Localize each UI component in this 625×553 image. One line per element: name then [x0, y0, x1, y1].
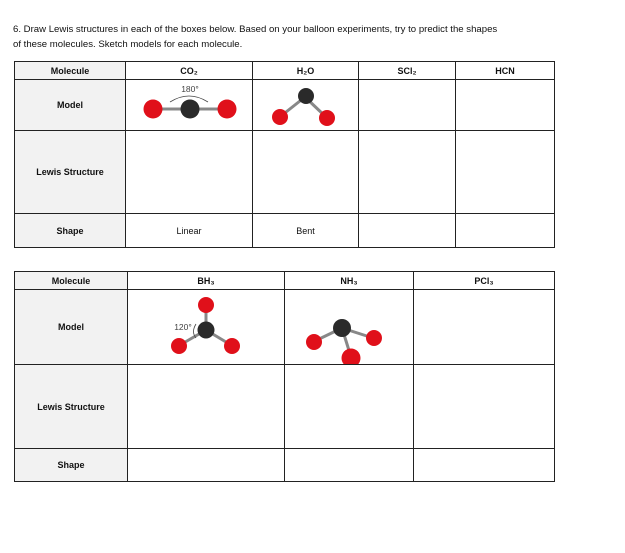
lewis-cell-scl2[interactable] [359, 131, 456, 214]
model-cell-scl2[interactable] [359, 80, 456, 131]
model-cell-bh3[interactable] [128, 290, 285, 365]
model-cell-nh3[interactable] [285, 290, 414, 365]
molecule-bh3: BH₃ [128, 272, 285, 290]
shape-cell-bh3[interactable] [128, 449, 285, 482]
row-label-lewis: Lewis Structure [15, 131, 126, 214]
row-label-model: Model [15, 290, 128, 365]
boron-atom [198, 322, 215, 339]
oxygen-atom [218, 100, 237, 119]
nh3-model [285, 290, 414, 364]
hydrogen-atom [198, 297, 214, 313]
model-cell-h2o[interactable] [253, 80, 359, 131]
bh3-bond-angle: 120° [174, 322, 192, 332]
molecule-table-1 [14, 61, 555, 248]
instructions-line-1: 6. Draw Lewis structures in each of the boxes below. Based on your balloon experiments, try to predict the shapes [13, 24, 498, 35]
row-label-model: Model [15, 80, 126, 131]
molecule-h2o: H₂O [253, 62, 359, 80]
row-label-lewis: Lewis Structure [15, 365, 128, 449]
hydrogen-atom [224, 338, 240, 354]
instructions [13, 22, 613, 52]
molecule-hcn: HCN [456, 62, 555, 80]
header-row [15, 272, 555, 290]
row-label-shape: Shape [15, 449, 128, 482]
shape-cell-scl2[interactable] [359, 214, 456, 248]
model-cell-pcl3[interactable] [414, 290, 555, 365]
hydrogen-atom [342, 349, 361, 365]
lewis-cell-bh3[interactable] [128, 365, 285, 449]
shape-cell-h2o[interactable]: Bent [253, 214, 359, 248]
shape-row [15, 449, 555, 482]
row-label-molecule: Molecule [15, 272, 128, 290]
molecule-nh3: NH₃ [285, 272, 414, 290]
h2o-model [253, 80, 359, 130]
hydrogen-atom [366, 330, 382, 346]
hydrogen-atom [171, 338, 187, 354]
lewis-cell-pcl3[interactable] [414, 365, 555, 449]
shape-cell-nh3[interactable] [285, 449, 414, 482]
lewis-cell-hcn[interactable] [456, 131, 555, 214]
molecule-table-2 [14, 271, 555, 482]
shape-cell-hcn[interactable] [456, 214, 555, 248]
row-label-shape: Shape [15, 214, 126, 248]
lewis-row [15, 365, 555, 449]
carbon-atom [181, 100, 200, 119]
co2-bond-angle: 180° [181, 84, 199, 94]
oxygen-atom [144, 100, 163, 119]
model-row [15, 290, 555, 365]
lewis-cell-h2o[interactable] [253, 131, 359, 214]
header-row [15, 62, 555, 80]
model-cell-co2[interactable] [126, 80, 253, 131]
model-row [15, 80, 555, 131]
shape-row [15, 214, 555, 248]
molecule-scl2: SCl₂ [359, 62, 456, 80]
oxygen-atom [298, 88, 314, 104]
model-cell-hcn[interactable] [456, 80, 555, 131]
bh3-model [128, 290, 285, 364]
nitrogen-atom [333, 319, 351, 337]
molecule-co2: CO₂ [126, 62, 253, 80]
lewis-cell-nh3[interactable] [285, 365, 414, 449]
co2-model [126, 80, 253, 130]
row-label-molecule: Molecule [15, 62, 126, 80]
shape-cell-pcl3[interactable] [414, 449, 555, 482]
instructions-line-2: of these molecules. Sketch models for each molecule. [13, 39, 243, 50]
molecule-pcl3: PCl₃ [414, 272, 555, 290]
hydrogen-atom [272, 109, 288, 125]
hydrogen-atom [306, 334, 322, 350]
shape-cell-co2[interactable]: Linear [126, 214, 253, 248]
lewis-row [15, 131, 555, 214]
lewis-cell-co2[interactable] [126, 131, 253, 214]
hydrogen-atom [319, 110, 335, 126]
